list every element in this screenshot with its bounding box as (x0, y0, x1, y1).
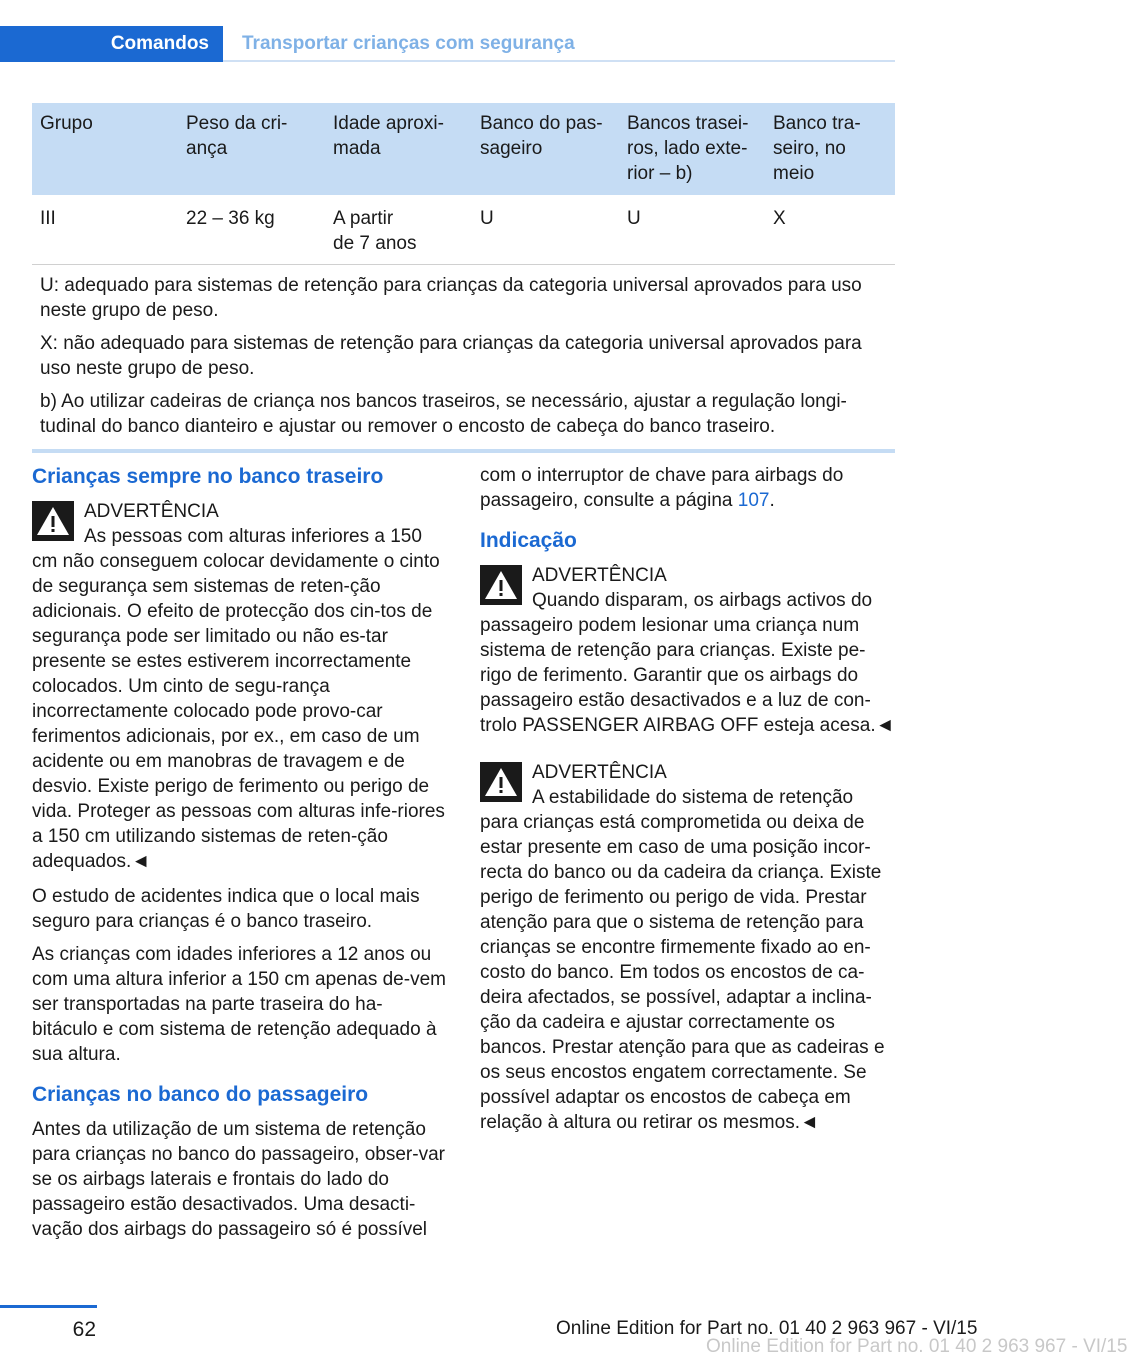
table-cell: X (765, 195, 895, 265)
warning-block (480, 563, 895, 738)
paragraph: com o interruptor de chave para airbags do passageiro, consulte a página 107. (480, 465, 844, 511)
table-cell: III (32, 195, 178, 265)
table-notes (32, 265, 895, 452)
section-heading: Indicação (480, 529, 577, 552)
table-header-cell: Grupo (32, 103, 178, 195)
warning-text: A estabilidade do sistema de retenção para crianças está comprometida ou deixa de estar presente em caso de uma posição incor-recta do banco ou da cadeira da criança. Existe perigo de ferimento ou perigo de vida. Prestar atenção para que o sistema de retenção para crianças se encontre firmemente fixado ao en-costo do banco. Em todos os encostos de ca-deira afectados, se possível, adaptar a inclina-ção da cadeira e ajustar correctamente os bancos. Prestar atenção para que as cadeiras e os seus encostos engatem correctamente. Se possível adaptar os encostos de cabeça em relação à altura ou retirar os mesmos.◄ (480, 787, 885, 1133)
paragraph: O estudo de acidentes indica que o local mais seguro para crianças é o banco traseiro. (32, 886, 420, 932)
paragraph: As crianças com idades inferiores a 12 anos ou com uma altura inferior a 150 cm apenas de-vem ser transportadas na parte traseira do ha-bitáculo e com sistema de retenção adequado à sua altura. (32, 944, 446, 1065)
page-header (0, 26, 895, 62)
warning-title: ADVERTÊNCIA (532, 762, 667, 783)
warning-title: ADVERTÊNCIA (84, 501, 219, 522)
warning-triangle-icon (480, 565, 522, 605)
section-tab[interactable]: Comandos (0, 26, 223, 62)
table-note: U: adequado para sistemas de retenção para crianças da categoria universal aprovados para uso neste grupo de peso. (40, 275, 862, 321)
table-header-cell: Bancos trasei- ros, lado exte- rior – b) (619, 103, 765, 195)
footer-accent-line (0, 1305, 97, 1308)
table-cell: A partir de 7 anos (325, 195, 472, 265)
table-cell: 22 – 36 kg (178, 195, 325, 265)
warning-title: ADVERTÊNCIA (532, 565, 667, 586)
section-heading: Crianças no banco do passageiro (32, 1083, 369, 1106)
table-header-row (32, 103, 895, 195)
edition-text: Online Edition for Part no. 01 40 2 963 967 - VI/15 (556, 1318, 978, 1339)
section-heading: Crianças sempre no banco traseiro (32, 465, 384, 488)
table-cell: U (472, 195, 619, 265)
table-header-cell: Banco tra- seiro, no meio (765, 103, 895, 195)
table-header-cell: Peso da cri- ança (178, 103, 325, 195)
table-header-cell: Banco do pas- sageiro (472, 103, 619, 195)
right-column (480, 463, 895, 1145)
warning-text: Quando disparam, os airbags activos do passageiro podem lesionar uma criança num sistema de retenção para crianças. Existe pe-rigo de ferimento. Garantir que os airbags do passageiro estão desactivados e a luz de con-trolo PASSENGER AIRBAG OFF esteja acesa.◄ (480, 590, 895, 736)
table-note: X: não adequado para sistemas de retenção para crianças da categoria universal aprovados para uso neste grupo de peso. (40, 333, 862, 379)
warning-triangle-icon (480, 762, 522, 802)
left-column (32, 463, 448, 1250)
watermark: Online Edition for Part no. 01 40 2 963 967 - VI/15 (706, 1336, 1127, 1357)
header-divider (223, 60, 895, 62)
child-seat-table (32, 103, 895, 453)
table-row (32, 195, 895, 265)
table-header-cell: Idade aproxi- mada (325, 103, 472, 195)
page-number: 62 (72, 1318, 96, 1341)
warning-text: As pessoas com alturas inferiores a 150 cm não conseguem colocar devidamente o cinto de segurança sem sistemas de reten-ção adicionais. O efeito de protecção dos cin-tos de segurança pode ser limitado ou não es-tar presente se estes estiverem incorrectamente colocados. Um cinto de segu-rança incorrectamente colocado pode provo-car ferimentos adicionais, por ex., em caso de um acidente ou em manobras de travagem e de desvio. Existe perigo de ferimento ou perigo de vida. Proteger as pessoas com alturas infe-riores a 150 cm utilizando sistemas de reten-ção adequados.◄ (32, 526, 445, 872)
subsection-tab[interactable]: Transportar crianças com segurança (242, 33, 575, 54)
table-note: b) Ao utilizar cadeiras de criança nos bancos traseiros, se necessário, ajustar a regulação longi-tudinal do banco dianteiro e ajustar ou remover o encosto de cabeça do banco traseiro. (40, 391, 847, 437)
warning-block (480, 760, 895, 1135)
warning-block (32, 499, 448, 874)
table-notes-row (32, 265, 895, 452)
warning-triangle-icon (32, 501, 74, 541)
table-cell: U (619, 195, 765, 265)
page-link[interactable]: 107 (737, 490, 770, 511)
paragraph: Antes da utilização de um sistema de retenção para crianças no banco do passageiro, obser-var se os airbags laterais e frontais do lado do passageiro estão desactivados. Uma desacti-vação dos airbags do passageiro só é possível (32, 1119, 445, 1240)
